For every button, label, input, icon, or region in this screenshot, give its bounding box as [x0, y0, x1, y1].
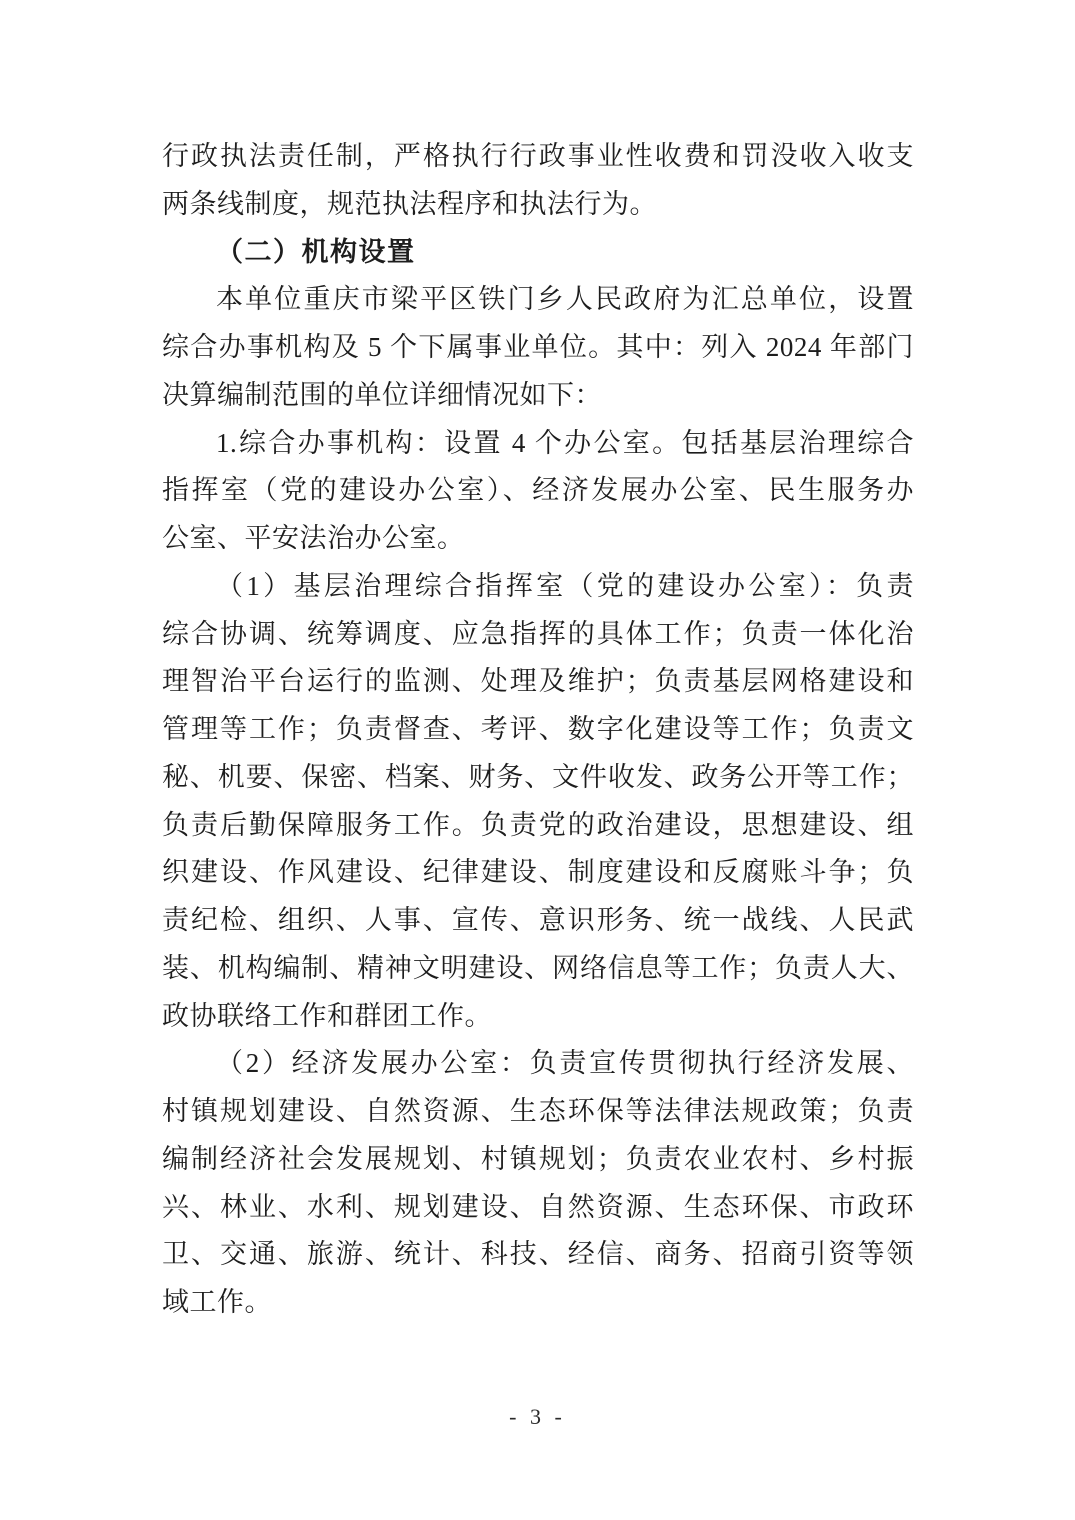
text-line: 两条线制度，规范执法程序和执法行为。: [162, 188, 657, 219]
text-line: 责纪检、组织、人事、宣传、意识形务、统一战线、人民武: [162, 905, 914, 935]
text-line: 村镇规划建设、自然资源、生态环保等法律法规政策；负责: [162, 1096, 914, 1126]
text-line: 卫、交通、旅游、统计、科技、经信、商务、招商引资等领: [162, 1239, 914, 1270]
text-line: （2）经济发展办公室：负责宣传贯彻执行经济发展、: [216, 1048, 914, 1079]
section-heading: （二）机构设置: [216, 236, 416, 267]
document-text-block: [162, 133, 914, 1327]
text-line: 管理等工作；负责督查、考评、数字化建设等工作；负责文: [162, 714, 914, 744]
text-line: 决算编制范围的单位详细情况如下：: [162, 379, 602, 410]
text-line: 1.综合办事机构：设置 4 个办公室。包括基层治理综合: [216, 427, 914, 458]
text-line: 政协联络工作和群团工作。: [162, 1000, 492, 1031]
text-line: 织建设、作风建设、纪律建设、制度建设和反腐账斗争；负: [162, 857, 914, 888]
text-line: 秘、机要、保密、档案、财务、文件收发、政务公开等工作；: [162, 761, 914, 792]
text-line: 兴、林业、水利、规划建设、自然资源、生态环保、市政环: [162, 1191, 914, 1222]
page-number: - 3 -: [509, 1404, 566, 1429]
text-line: 公室、平安法治办公室。: [162, 523, 465, 553]
text-line: 编制经济社会发展规划、村镇规划；负责农业农村、乡村振: [162, 1143, 914, 1174]
text-line: 指挥室（党的建设办公室）、经济发展办公室、民生服务办: [162, 475, 914, 506]
text-line: 行政执法责任制，严格执行行政事业性收费和罚没收入收支: [162, 141, 914, 171]
text-line: 域工作。: [162, 1287, 272, 1317]
text-line: 负责后勤保障服务工作。负责党的政治建设，思想建设、组: [162, 809, 914, 840]
text-line: 综合协调、统筹调度、应急指挥的具体工作；负责一体化治: [162, 618, 914, 649]
text-line: 理智治平台运行的监测、处理及维护；负责基层网格建设和: [162, 666, 914, 697]
text-line: 本单位重庆市梁平区铁门乡人民政府为汇总单位，设置: [216, 284, 914, 315]
text-line: 装、机构编制、精神文明建设、网络信息等工作；负责人大、: [162, 952, 914, 983]
text-line: 综合办事机构及 5 个下属事业单位。其中：列入 2024 年部门: [162, 332, 914, 362]
text-line: （1）基层治理综合指挥室（党的建设办公室）：负责: [216, 570, 914, 601]
